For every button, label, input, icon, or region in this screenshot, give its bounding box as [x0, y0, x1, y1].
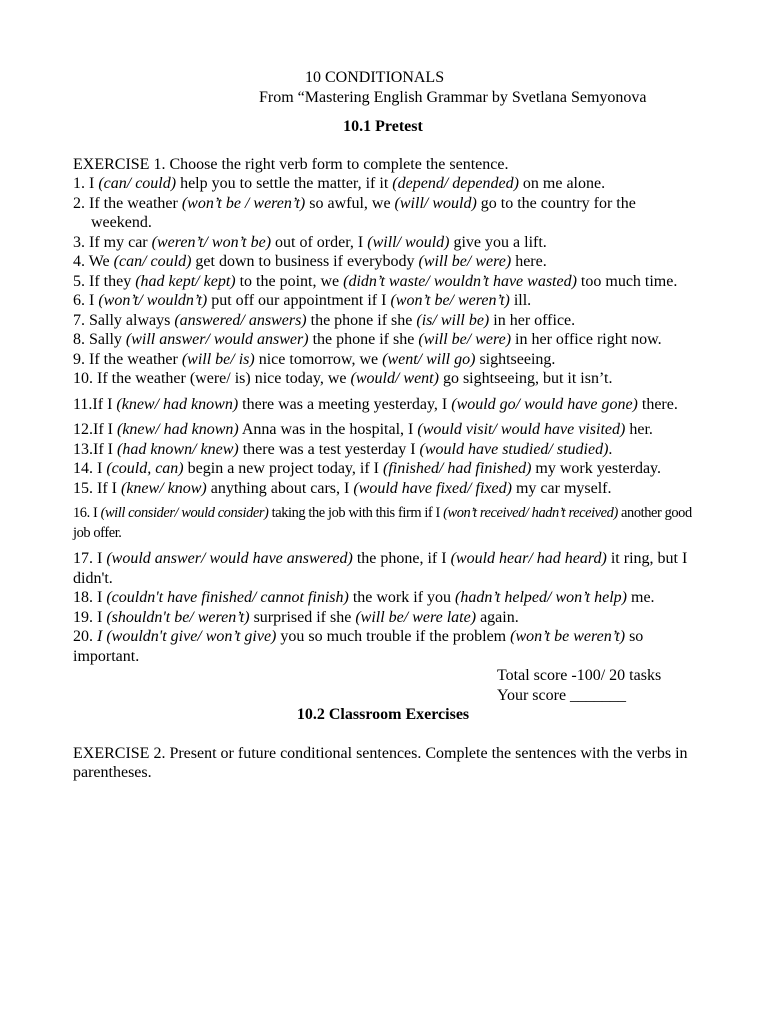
sentence-text: . [608, 440, 613, 458]
sentence-text: there. [637, 395, 678, 413]
sentence-text: to the point, we [235, 272, 344, 290]
answer-options: (would visit/ would have visited) [417, 421, 626, 438]
exercise-1-item [73, 459, 693, 479]
answer-options: (would go/ would have gone) [451, 395, 638, 413]
answer-options: (weren’t/ won’t be) [151, 233, 272, 251]
sentence-text: go sightseeing, but it isn’t. [438, 370, 613, 387]
answer-options: (couldn't have finished/ cannot finish) [106, 589, 349, 606]
sentence-text: 10. If the weather (were/ is) nice today, we [73, 370, 351, 387]
answer-options: (depend/ depended) [392, 175, 519, 192]
sentence-text: 1. I [73, 175, 99, 192]
answer-options: (won’t/ wouldn’t) [98, 292, 208, 309]
exercise-1-list [73, 174, 693, 666]
answer-options: (would/ went) [350, 370, 439, 387]
exercise-1-item [73, 194, 693, 233]
sentence-text: 2. If the weather [73, 194, 182, 212]
answer-options: (would answer/ would have answered) [106, 550, 353, 567]
answer-options: (will be/ were) [418, 253, 512, 270]
sentence-text: 3. If my car [73, 233, 152, 251]
exercise-1-item [73, 272, 693, 292]
section-heading-classroom: 10.2 Classroom Exercises [296, 706, 470, 723]
sentence-text: put off our appointment if I [207, 292, 391, 309]
exercise-1-item [73, 311, 693, 331]
exercise-1-item [73, 608, 693, 628]
sentence-text: out of order, I [271, 233, 368, 251]
total-score: Total score -100/ 20 tasks [497, 667, 662, 684]
your-score: Your score _______ [497, 686, 627, 704]
sentence-text: me. [627, 589, 655, 606]
answer-options: (finished/ had finished) [382, 460, 532, 477]
answer-options: (would hear/ had heard) [450, 550, 607, 567]
sentence-text: there was a meeting yesterday, I [238, 395, 452, 413]
sentence-text: 5. If they [73, 272, 136, 290]
sentence-text: 16. I [73, 505, 101, 521]
answer-options: (went/ will go) [382, 350, 476, 368]
answer-options: (will/ would) [394, 194, 477, 212]
exercise-1-item [73, 420, 693, 440]
section-heading-pretest: 10.1 Pretest [343, 118, 423, 135]
exercise-1-item [73, 549, 693, 588]
sentence-text: 18. I [73, 589, 107, 606]
sentence-text: sightseeing. [475, 350, 556, 368]
answer-options: (would have fixed/ fixed) [353, 479, 512, 497]
exercise-1-item [73, 479, 693, 499]
sentence-text: 9. If the weather [73, 350, 182, 368]
answer-options: (would have studied/ studied) [419, 440, 609, 458]
answer-options: (hadn’t helped/ won’t help) [455, 589, 627, 606]
exercise-1-item [73, 350, 693, 370]
exercise-1-item [73, 233, 693, 253]
sentence-text: my car myself. [511, 479, 612, 497]
sentence-text: 11.If I [73, 395, 117, 413]
answer-options: (will answer/ would answer) [125, 331, 309, 348]
sentence-text: 8. Sally [73, 331, 126, 348]
answer-options: (won’t received/ hadn’t received) [443, 505, 618, 521]
answer-options: (didn’t waste/ wouldn’t have wasted) [343, 272, 577, 290]
answer-options: (had kept/ kept) [135, 272, 236, 290]
sentence-text: you so much trouble if the problem [276, 628, 511, 645]
answer-options: (answered/ answers) [174, 311, 307, 329]
answer-options: (shouldn't be/ weren’t) [106, 608, 250, 626]
sentence-text: in her office right now. [511, 331, 662, 348]
answer-options: (knew/ know) [120, 479, 207, 497]
answer-options: (won’t be / weren’t) [181, 194, 306, 212]
sentence-text: go to the country for the weekend. [91, 194, 636, 231]
sentence-text: 7. Sally always [73, 311, 175, 329]
sentence-text: surprised if she [249, 608, 356, 626]
sentence-text: help you to settle the matter, if it [176, 175, 393, 192]
sentence-text: in her office. [489, 311, 576, 329]
sentence-text: her. [625, 421, 653, 438]
answer-options: (could, can) [106, 460, 184, 477]
sentence-text: too much time. [576, 272, 678, 290]
answer-options: (knew/ had known) [116, 395, 239, 413]
exercise-1-item [73, 291, 693, 311]
exercise-2-instruction: EXERCISE 2. Present or future conditional sentences. Complete the sentences with the verbs in parentheses. [73, 744, 688, 781]
sentence-text: so important. [73, 628, 644, 665]
sentence-text: anything about cars, I [206, 479, 354, 497]
sentence-text: 17. I [73, 550, 107, 567]
answer-options: (will/ would) [367, 233, 450, 251]
exercise-1-item [73, 588, 693, 608]
sentence-text: on me alone. [518, 175, 606, 192]
sentence-text: the phone if she [308, 331, 419, 348]
answer-options: (will consider/ would consider) [100, 505, 269, 521]
sentence-text: 13.If I [73, 440, 117, 458]
sentence-text: another good job offer. [73, 505, 692, 541]
sentence-text: 12.If I [73, 421, 117, 438]
exercise-1-item [73, 504, 693, 543]
answer-options: (is/ will be) [416, 311, 490, 329]
answer-options: (will be/ is) [181, 350, 255, 368]
sentence-text: give you a lift. [449, 233, 547, 251]
sentence-text: 4. We [73, 253, 114, 270]
exercise-1-item [73, 369, 693, 389]
exercise-1-instruction: EXERCISE 1. Choose the right verb form to complete the sentence. [73, 155, 509, 173]
answer-options: (will be/ were) [418, 331, 512, 348]
sentence-text: 14. I [73, 460, 107, 477]
exercise-1-item [73, 330, 693, 350]
sentence-text: so awful, we [305, 194, 395, 212]
exercise-1-item [73, 627, 693, 666]
sentence-text: there was a test yesterday I [238, 440, 420, 458]
answer-options: I (wouldn't give/ won’t give) [97, 628, 277, 645]
sentence-text: my work yesterday. [531, 460, 662, 477]
answer-options: (won’t be/ weren’t) [390, 292, 510, 309]
answer-options: (can/ could) [113, 253, 192, 270]
sentence-text: begin a new project today, if I [183, 460, 383, 477]
sentence-text: here. [511, 253, 547, 270]
sentence-text: the phone, if I [352, 550, 451, 567]
document-page [73, 68, 693, 783]
answer-options: (won’t be weren’t) [510, 628, 626, 645]
exercise-1-item [73, 174, 693, 194]
sentence-text: the work if you [348, 589, 456, 606]
sentence-text: 15. If I [73, 479, 121, 497]
exercise-1-item [73, 252, 693, 272]
sentence-text: 6. I [73, 292, 99, 309]
answer-options: (had known/ knew) [116, 440, 239, 458]
answer-options: (can/ could) [98, 175, 177, 192]
sentence-text: get down to business if everybody [191, 253, 419, 270]
sentence-text: nice tomorrow, we [254, 350, 383, 368]
sentence-text: again. [476, 608, 519, 626]
chapter-title: 10 CONDITIONALS [305, 69, 445, 86]
sentence-text: ill. [509, 292, 532, 309]
sentence-text: Anna was in the hospital, I [238, 421, 418, 438]
answer-options: (will be/ were late) [355, 608, 477, 626]
sentence-text: 19. I [73, 608, 107, 626]
source-line: From “Mastering English Grammar by Svetlana Semyonova [259, 88, 647, 106]
sentence-text: taking the job with this firm if I [268, 505, 444, 521]
exercise-1-item [73, 395, 693, 415]
sentence-text: 20. [73, 628, 97, 645]
exercise-1-item [73, 440, 693, 460]
sentence-text: the phone if she [306, 311, 417, 329]
sentence-text: it ring, but I didn't. [73, 550, 688, 587]
answer-options: (knew/ had known) [116, 421, 239, 438]
